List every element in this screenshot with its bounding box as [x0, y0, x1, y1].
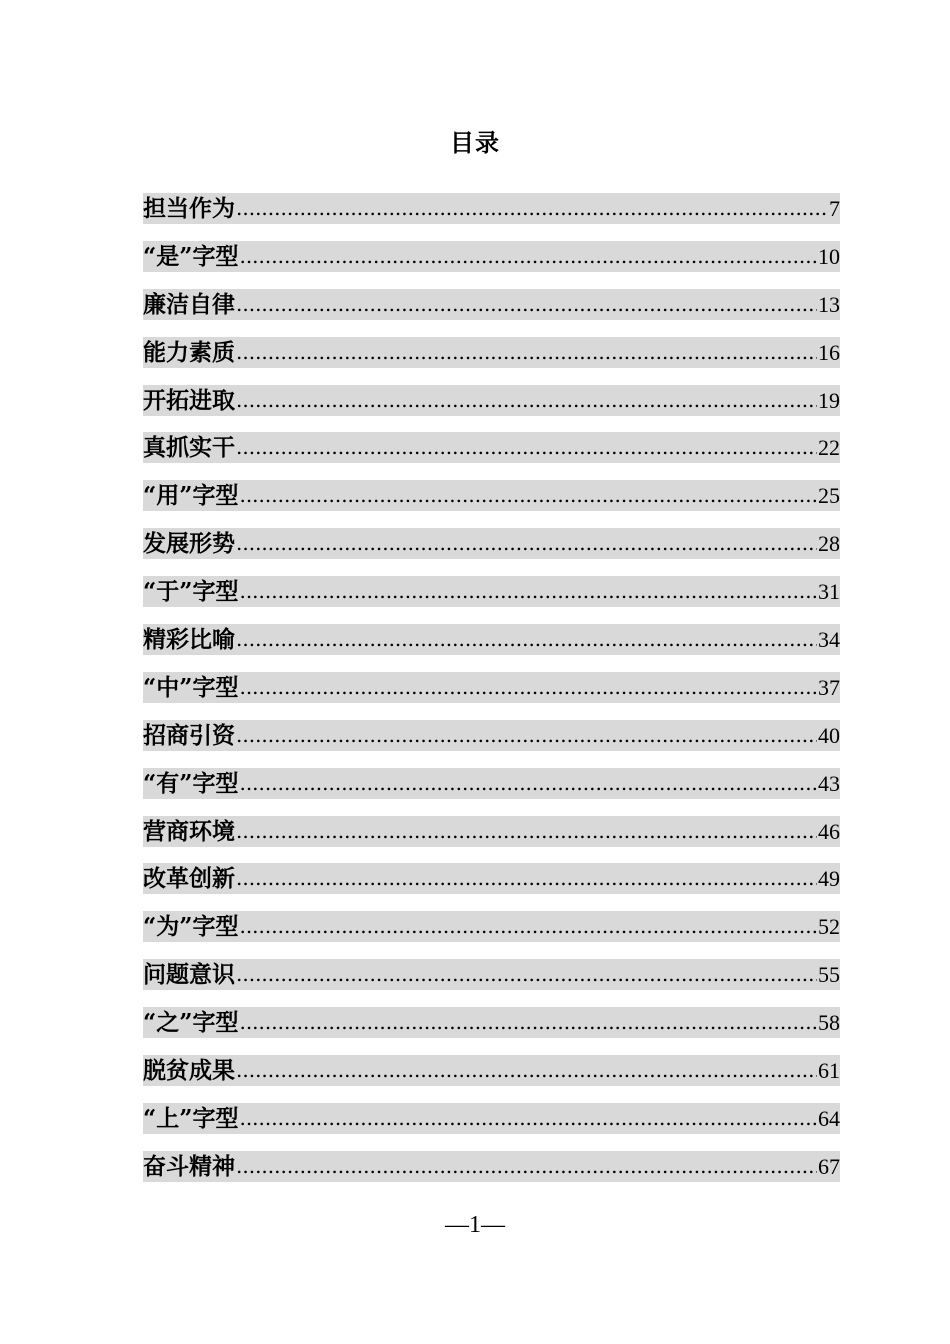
- toc-entry-highlight: [143, 576, 840, 607]
- toc-entry-highlight: [143, 528, 840, 559]
- toc-leader-dots: [236, 289, 817, 320]
- toc-entry[interactable]: [143, 1103, 840, 1151]
- toc-leader-dots: [239, 480, 817, 511]
- toc-entry-page[interactable]: 37: [818, 674, 840, 700]
- toc-entry[interactable]: [143, 528, 840, 576]
- toc-entry-highlight: [143, 1055, 840, 1086]
- toc-entry-title[interactable]: 改革创新: [143, 865, 235, 893]
- toc-entry[interactable]: [143, 289, 840, 337]
- toc-leader-dots: [239, 241, 817, 272]
- toc-leader-dots: [239, 1103, 817, 1134]
- toc-entry[interactable]: [143, 624, 840, 672]
- toc-entry[interactable]: [143, 193, 840, 241]
- toc-leader-dots: [236, 959, 817, 990]
- toc-entry[interactable]: [143, 816, 840, 864]
- toc-entry-highlight: [143, 959, 840, 990]
- toc-entry-highlight: [143, 289, 840, 320]
- toc-entry-page[interactable]: 52: [818, 914, 840, 940]
- toc-entry-highlight: [143, 432, 840, 463]
- toc-entry[interactable]: [143, 720, 840, 768]
- toc-entry-title[interactable]: 奋斗精神: [143, 1152, 235, 1180]
- toc-entry-highlight: [143, 385, 840, 416]
- toc-entry-page[interactable]: 64: [818, 1105, 840, 1131]
- toc-entry-highlight: [143, 1007, 840, 1038]
- toc-entry-highlight: [143, 337, 840, 368]
- toc-entry[interactable]: [143, 672, 840, 720]
- toc-entry-page[interactable]: 43: [818, 770, 840, 796]
- toc-entry[interactable]: [143, 1151, 840, 1199]
- table-of-contents: [143, 193, 840, 1199]
- toc-entry-title[interactable]: 真抓实干: [143, 434, 235, 462]
- toc-entry-title[interactable]: 精彩比喻: [143, 626, 235, 654]
- toc-entry-title[interactable]: 发展形势: [143, 530, 235, 558]
- toc-entry-page[interactable]: 16: [818, 339, 840, 365]
- toc-entry-page[interactable]: 7: [829, 196, 840, 221]
- page-number: —1—: [445, 1212, 505, 1238]
- toc-entry-title[interactable]: “中”字型: [143, 673, 239, 701]
- toc-entry[interactable]: [143, 768, 840, 816]
- toc-entry-title[interactable]: “上”字型: [143, 1104, 239, 1132]
- toc-entry[interactable]: [143, 337, 840, 385]
- toc-entry-highlight: [143, 672, 840, 703]
- toc-entry-page[interactable]: 49: [818, 866, 840, 892]
- toc-entry[interactable]: [143, 1055, 840, 1103]
- toc-entry-highlight: [143, 480, 840, 511]
- toc-entry-page[interactable]: 40: [818, 722, 840, 748]
- toc-entry-page[interactable]: 31: [818, 579, 840, 605]
- toc-heading: 目录: [450, 128, 500, 157]
- toc-entry-highlight: [143, 911, 840, 942]
- toc-entry-title[interactable]: “为”字型: [143, 913, 239, 941]
- toc-entry-highlight: [143, 768, 840, 799]
- toc-entry-highlight: [143, 241, 840, 272]
- toc-entry-title[interactable]: “之”字型: [143, 1009, 239, 1037]
- toc-leader-dots: [236, 432, 817, 463]
- toc-entry-page[interactable]: 55: [818, 962, 840, 988]
- toc-leader-dots: [236, 624, 817, 655]
- toc-leader-dots: [236, 193, 828, 224]
- toc-entry-title[interactable]: 能力素质: [143, 338, 235, 366]
- toc-leader-dots: [236, 1151, 817, 1182]
- toc-entry-title[interactable]: 担当作为: [143, 195, 235, 222]
- toc-entry-title[interactable]: “有”字型: [143, 769, 239, 797]
- toc-entry-page[interactable]: 58: [818, 1010, 840, 1036]
- toc-entry-title[interactable]: 廉洁自律: [143, 290, 235, 318]
- toc-entry-page[interactable]: 28: [818, 531, 840, 557]
- toc-entry-page[interactable]: 25: [818, 483, 840, 509]
- toc-entry-title[interactable]: “于”字型: [143, 578, 239, 606]
- toc-entry-highlight: [143, 193, 840, 224]
- toc-leader-dots: [236, 528, 817, 559]
- toc-entry-highlight: [143, 863, 840, 894]
- toc-leader-dots: [236, 863, 817, 894]
- toc-entry-page[interactable]: 34: [818, 627, 840, 653]
- toc-entry-highlight: [143, 624, 840, 655]
- toc-entry-page[interactable]: 22: [818, 435, 840, 461]
- toc-entry[interactable]: [143, 241, 840, 289]
- toc-entry-title[interactable]: 营商环境: [143, 817, 235, 845]
- toc-entry-title[interactable]: 招商引资: [143, 721, 235, 749]
- toc-entry-page[interactable]: 67: [818, 1153, 840, 1179]
- toc-entry[interactable]: [143, 385, 840, 433]
- toc-leader-dots: [239, 1007, 817, 1038]
- toc-entry[interactable]: [143, 480, 840, 528]
- toc-entry-title[interactable]: 问题意识: [143, 961, 235, 989]
- toc-leader-dots: [239, 911, 817, 942]
- toc-entry[interactable]: [143, 959, 840, 1007]
- toc-leader-dots: [239, 672, 817, 703]
- toc-entry-page[interactable]: 46: [818, 818, 840, 844]
- toc-entry-title[interactable]: “是”字型: [143, 242, 239, 270]
- toc-entry[interactable]: [143, 576, 840, 624]
- toc-entry[interactable]: [143, 432, 840, 480]
- toc-entry-highlight: [143, 816, 840, 847]
- toc-leader-dots: [239, 768, 817, 799]
- toc-leader-dots: [236, 337, 817, 368]
- toc-entry-title[interactable]: “用”字型: [143, 482, 239, 510]
- toc-entry-page[interactable]: 13: [818, 291, 840, 317]
- toc-entry-page[interactable]: 10: [818, 243, 840, 269]
- toc-entry-page[interactable]: 61: [818, 1058, 840, 1084]
- toc-leader-dots: [236, 1055, 817, 1086]
- toc-entry[interactable]: [143, 1007, 840, 1055]
- toc-leader-dots: [239, 576, 817, 607]
- toc-leader-dots: [236, 385, 817, 416]
- toc-entry-highlight: [143, 1103, 840, 1134]
- toc-entry[interactable]: [143, 911, 840, 959]
- toc-leader-dots: [236, 816, 817, 847]
- toc-entry-title[interactable]: 开拓进取: [143, 386, 235, 414]
- toc-entry[interactable]: [143, 863, 840, 911]
- toc-entry-title[interactable]: 脱贫成果: [143, 1057, 235, 1085]
- toc-entry-highlight: [143, 720, 840, 751]
- toc-entry-page[interactable]: 19: [818, 387, 840, 413]
- toc-leader-dots: [236, 720, 817, 751]
- toc-entry-highlight: [143, 1151, 840, 1182]
